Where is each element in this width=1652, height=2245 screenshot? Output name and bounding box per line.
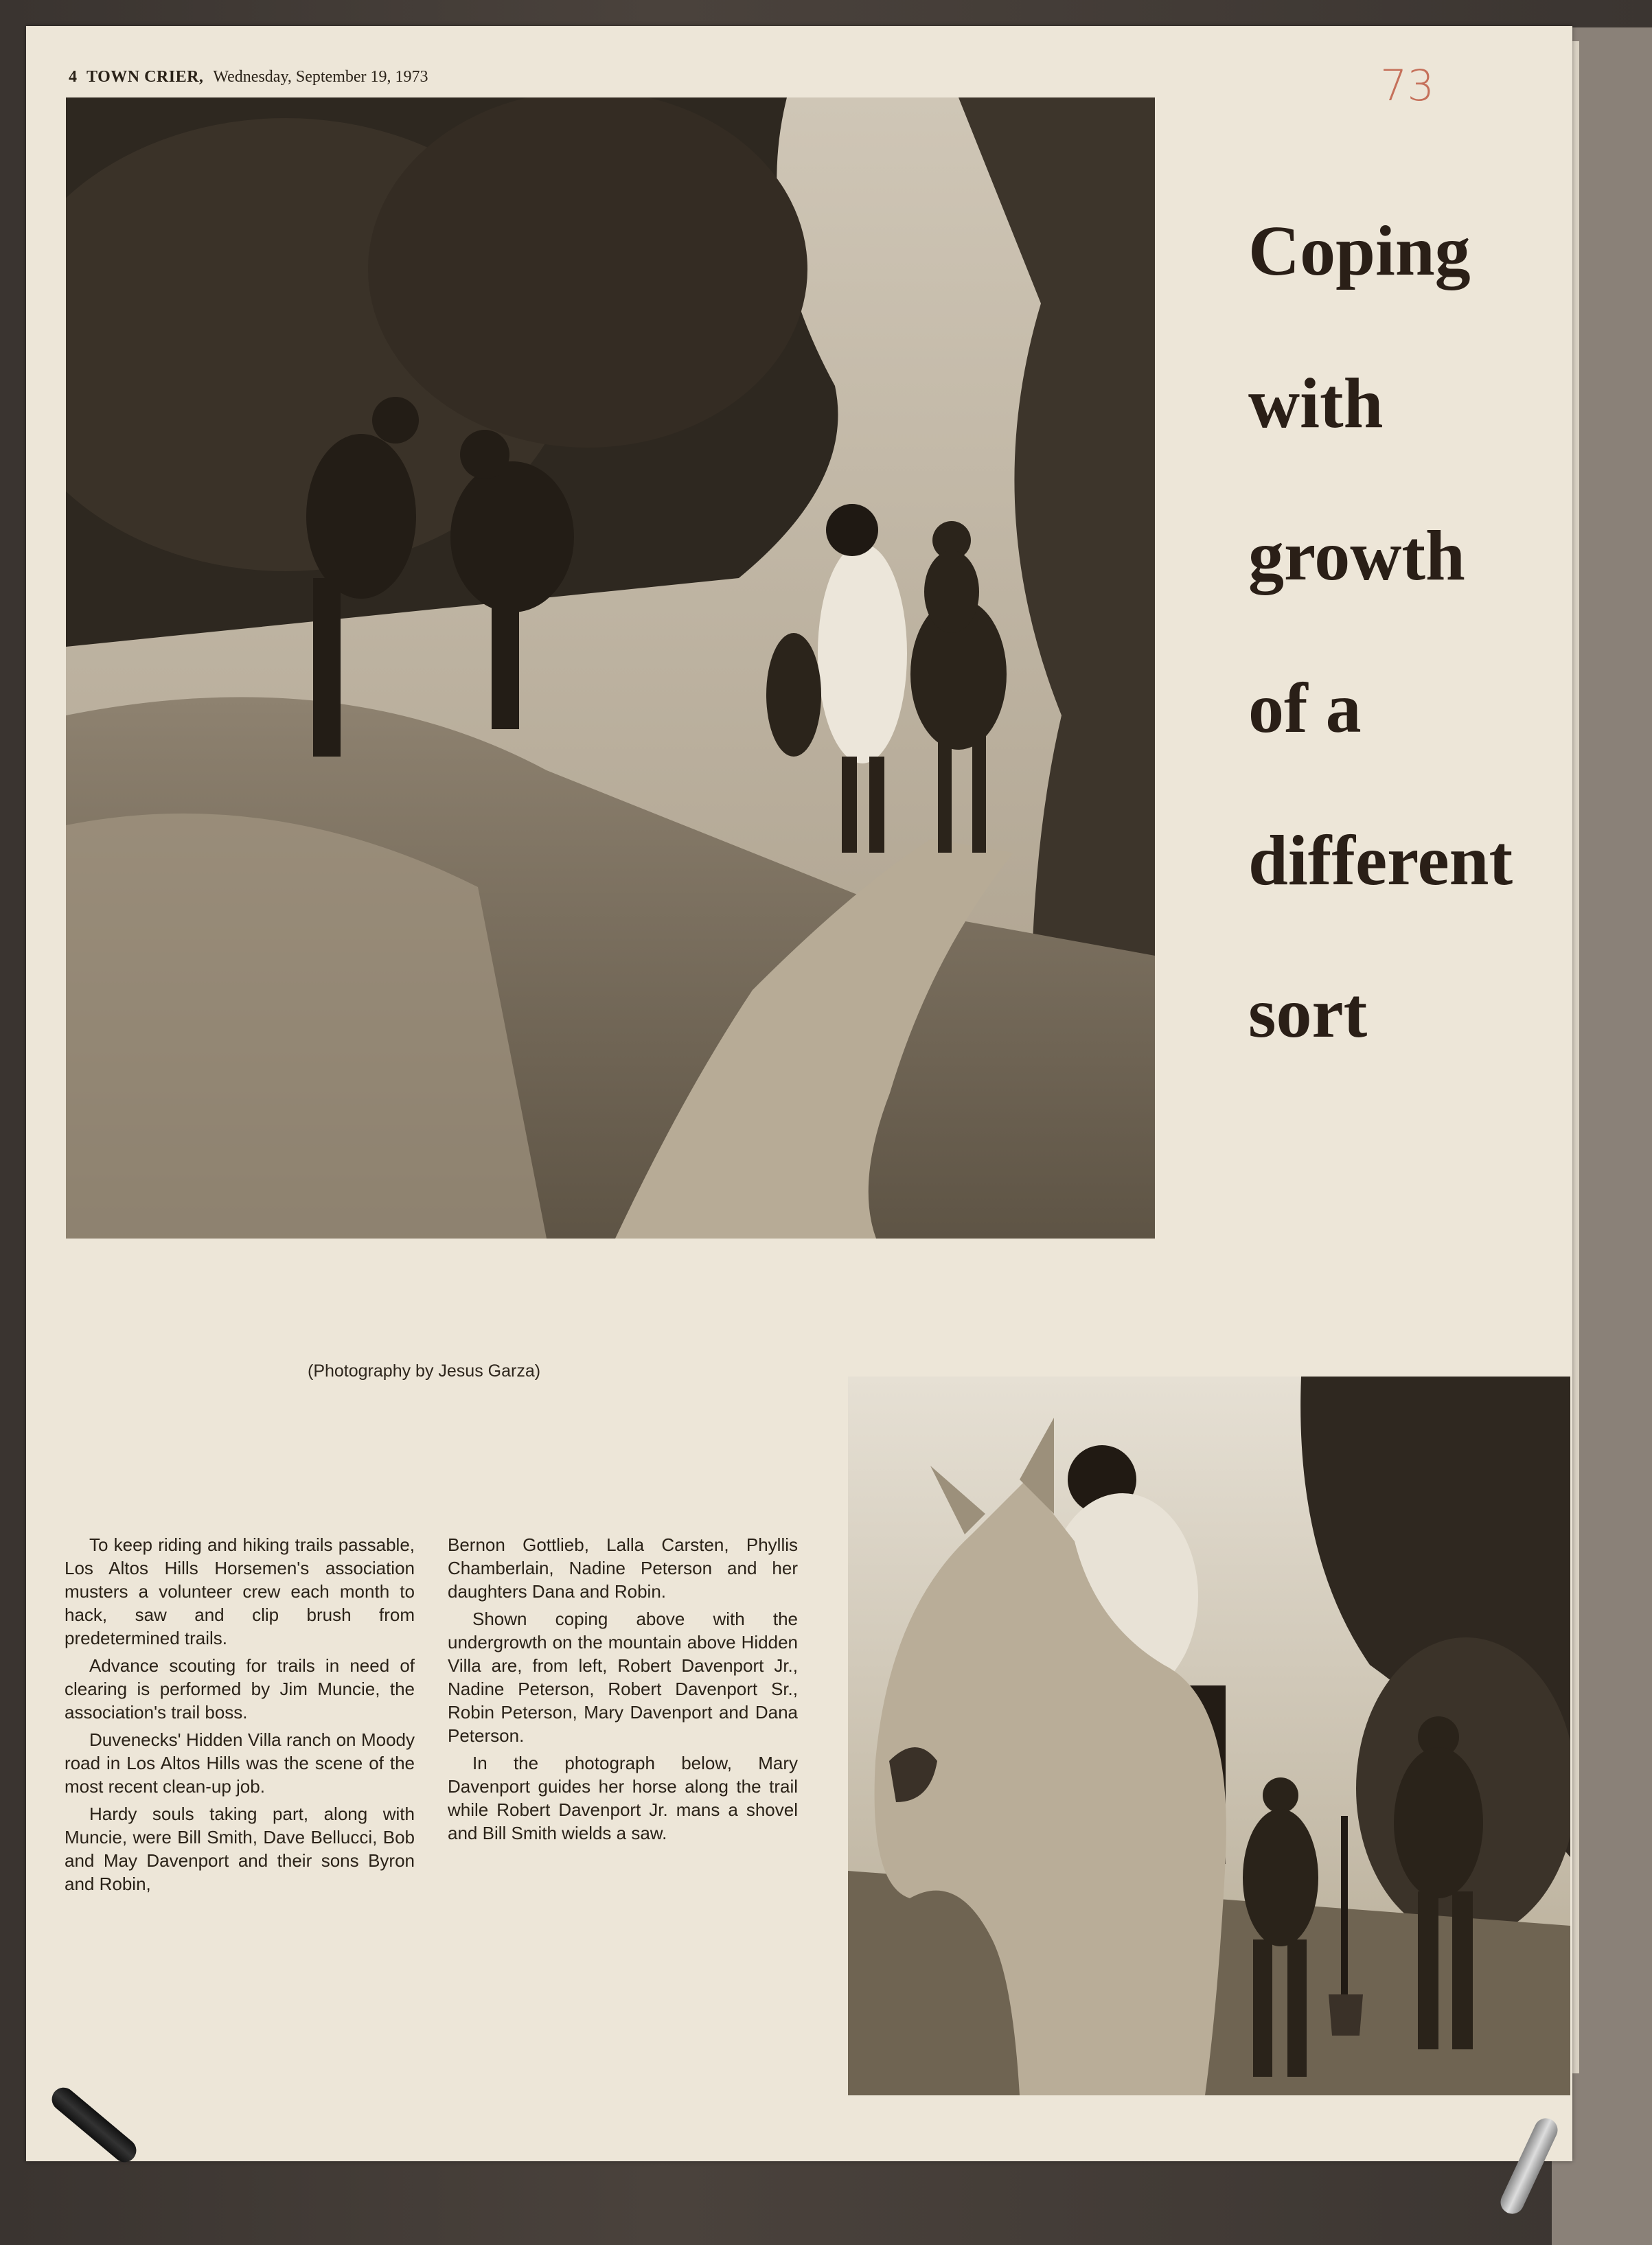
page-number: 4 (69, 67, 77, 86)
issue-date: Wednesday, September 19, 1973 (213, 67, 428, 86)
headline-line: Coping (1248, 211, 1471, 290)
headline-line: sort (1248, 974, 1368, 1052)
article-paragraph: Bernon Gottlieb, Lalla Carsten, Phyllis Chamberlain, Nadine Peterson and her daughters Dana and Robin. (448, 1534, 798, 1602)
headline-line: of a (1248, 669, 1362, 748)
article-column-2 (448, 1533, 798, 1845)
article-paragraph: To keep riding and hiking trails passable, Los Altos Hills Horsemen's association musters a volunteer crew each month to hack, saw and clip brush from predetermined trails. (65, 1534, 415, 1648)
article-paragraph: Shown coping above with the undergrowth on the mountain above Hidden Villa are, from left, Robert Davenport Jr., Nadine Peterson, Robert Davenport Sr., Robin Peterson, Mary Davenport and Dana Peterson. (448, 1609, 798, 1746)
photo-credit: (Photography by Jesus Garza) (308, 1361, 541, 1381)
article-paragraph: Hardy souls taking part, along with Muncie, were Bill Smith, Dave Bellucci, Bob and May Davenport and their sons Byron and Robin, (65, 1804, 415, 1894)
paper-name: TOWN CRIER, (87, 67, 204, 86)
page-header (69, 63, 687, 91)
pencil-annotation: 73 (1380, 60, 1434, 111)
headline-line: different (1248, 821, 1513, 900)
article-paragraph: In the photograph below, Mary Davenport guides her horse along the trail while Robert Davenport Jr. mans a shovel and Bill Smith wields a saw. (448, 1753, 798, 1843)
trail-crew-photo (66, 97, 1155, 1239)
article-column-1 (65, 1533, 415, 1896)
horse-rider-photo (848, 1377, 1570, 2095)
article-paragraph: Advance scouting for trails in need of clearing is performed by Jim Muncie, the association's trail boss. (65, 1655, 415, 1723)
headline-line: growth (1248, 516, 1465, 595)
headline (1248, 175, 1550, 1090)
article-paragraph: Duvenecks' Hidden Villa ranch on Moody road in Los Altos Hills was the scene of the most recent clean-up job. (65, 1729, 415, 1797)
headline-line: with (1248, 364, 1384, 443)
